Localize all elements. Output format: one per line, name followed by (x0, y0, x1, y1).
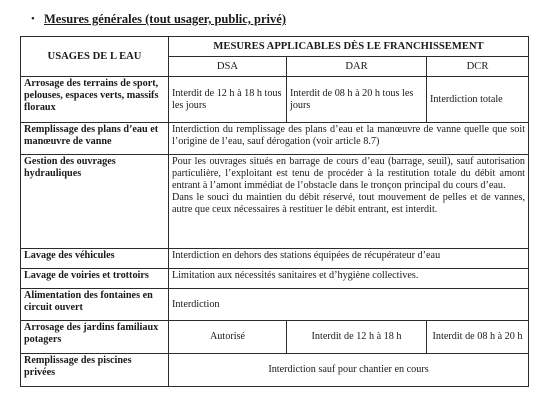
row-label: Gestion des ouvrages hydrauliques (21, 155, 169, 249)
table-row (21, 354, 529, 387)
row-dsa: Interdit de 12 h à 18 h tous les jours (169, 77, 287, 123)
row-label: Arrosage des terrains de sport, pelouses, espaces verts, massifs floraux (21, 77, 169, 123)
water-usage-table (20, 36, 529, 387)
header-dar: DAR (287, 57, 427, 77)
table-row (21, 269, 529, 289)
row-dar: Interdit de 08 h à 20 h tous les jours (287, 77, 427, 123)
header-dsa: DSA (169, 57, 287, 77)
row-text: Interdiction en dehors des stations équipées de récupérateur d’eau (169, 249, 529, 269)
table-row (21, 289, 529, 321)
row-text: Interdiction du remplissage des plans d’eau et la manœuvre de vanne quelle que soit l’origine de l’eau, sauf dérogation (voir article 8.7) (169, 123, 529, 155)
table-row (21, 123, 529, 155)
row-text: Interdiction sauf pour chantier en cours (169, 354, 529, 387)
header-dcr: DCR (427, 57, 529, 77)
row-text-paragraph: Dans le souci du maintien du débit réservé, tout mouvement de pelles et de vannes, autre que ceux nécessaires à restituer le débit entrant, est interdit. (172, 192, 526, 215)
row-label: Remplissage des piscines privées (21, 354, 169, 387)
section-title: Mesures générales (tout usager, public, privé) (44, 12, 286, 26)
table-row (21, 249, 529, 269)
row-label: Lavage de voiries et trottoirs (21, 269, 169, 289)
row-label: Remplissage des plans d’eau et manœuvre de vanne (21, 123, 169, 155)
row-dsa: Autorisé (169, 321, 287, 354)
table-row (21, 321, 529, 354)
bullet-icon: • (31, 13, 35, 25)
header-usages: USAGES DE L EAU (21, 37, 169, 77)
row-text-paragraph: Pour les ouvrages situés en barrage de cours d’eau (barrage, seuil), sauf autorisation particulière, l’exploitant est tenu de procéder à la restitution totale du débit amont entrant à l’amont immédiat de l’obstacle dans le tronçon principal du cours d’eau. (172, 156, 526, 191)
row-label: Lavage des véhicules (21, 249, 169, 269)
row-dcr: Interdit de 08 h à 20 h (427, 321, 529, 354)
row-label: Arrosage des jardins familiaux potagers (21, 321, 169, 354)
table-row (21, 77, 529, 123)
row-text (169, 155, 529, 249)
header-mesures: MESURES APPLICABLES DÈS LE FRANCHISSEMENT (169, 37, 529, 57)
table-row (21, 155, 529, 249)
row-label: Alimentation des fontaines en circuit ouvert (21, 289, 169, 321)
row-text: Interdiction (169, 289, 529, 321)
row-dcr: Interdiction totale (427, 77, 529, 123)
row-dar: Interdit de 12 h à 18 h (287, 321, 427, 354)
row-text: Limitation aux nécessités sanitaires et d’hygiène collectives. (169, 269, 529, 289)
